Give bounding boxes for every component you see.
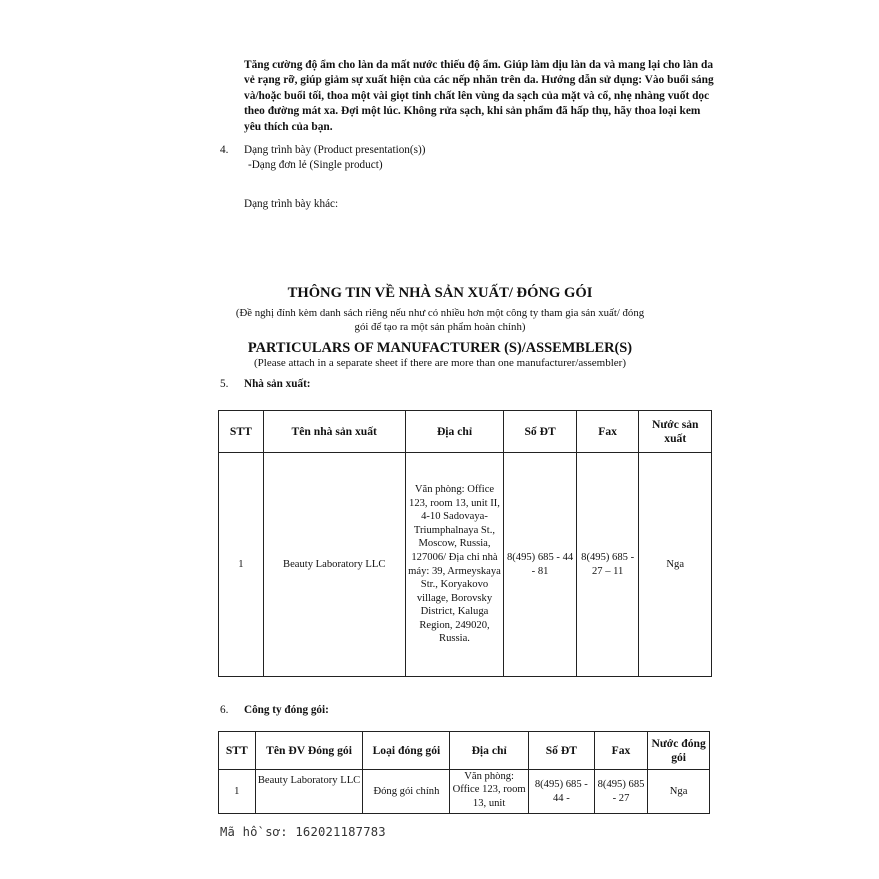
section6-title: Công ty đóng gói:: [244, 704, 329, 716]
col-header-name: Tên ĐV Đóng gói: [255, 732, 363, 770]
col-header-country: Nước sản xuất: [639, 411, 712, 453]
col-header-country: Nước đóng gói: [648, 732, 710, 770]
section4-number: 4.: [220, 144, 229, 156]
section5-title: Nhà sản xuất:: [244, 378, 311, 390]
cell-type: Đóng gói chính: [363, 770, 450, 814]
manufacturer-table: [218, 410, 712, 677]
cell-address: Văn phòng: Office 123, room 13, unit II, 4-10 Sadovaya-Triumphalnaya St., Moscow, Russia, 127006/ Địa chỉ nhà máy: 39, Armeyskaya Str., Koryakovo village, Borovsky District, Kaluga Region, 249020, Russia.: [405, 453, 504, 677]
vi-note-line2: gói để tạo ra một sản phẩm hoàn chỉnh): [354, 321, 526, 333]
vi-note-line1: (Đề nghị đính kèm danh sách riêng nếu như có nhiều hơn một công ty tham gia sản xuất/ đóng: [235, 307, 645, 319]
table-row: [219, 453, 712, 677]
cell-name: Beauty Laboratory LLC: [255, 770, 363, 814]
table-header-row: [219, 732, 710, 770]
cell-country: Nga: [648, 770, 710, 814]
cell-country: Nga: [639, 453, 712, 677]
intro-paragraph: Tăng cường độ ẩm cho làn da mất nước thiếu độ ẩm. Giúp làm dịu làn da và mang lại cho làn da vẻ rạng rỡ, giúp giảm sự xuất hiện của các nếp nhăn trên da. Hướng dẫn sử dụng: Vào buổi sáng và/hoặc buổi tối, thoa một vài giọt tinh chất lên vùng da sạch của mặt và cổ, nhẹ nhàng vuốt dọc theo đường mát xa. Đợi một lúc. Không rửa sạch, khi sản phẩm đã hấp thụ, hãy thoa loại kem yêu thích của bạn.: [244, 59, 714, 133]
col-header-name: Tên nhà sản xuất: [263, 411, 405, 453]
cell-address: Văn phòng: Office 123, room 13, unit: [450, 770, 529, 814]
cell-name: Beauty Laboratory LLC: [263, 453, 405, 677]
section4-single: -Dạng đơn lẻ (Single product): [248, 159, 383, 171]
section5-number: 5.: [220, 378, 229, 390]
cell-stt: 1: [219, 453, 264, 677]
col-header-stt: STT: [219, 411, 264, 453]
cell-phone: 8(495) 685 - 44 - 81: [504, 453, 577, 677]
en-heading: PARTICULARS OF MANUFACTURER (S)/ASSEMBLER(S): [247, 340, 633, 356]
cell-stt: 1: [219, 770, 256, 814]
col-header-address: Địa chỉ: [450, 732, 529, 770]
col-header-fax: Fax: [576, 411, 639, 453]
table-header-row: [219, 411, 712, 453]
cell-fax: 8(495) 685 - 27 – 11: [576, 453, 639, 677]
section4-other: Dạng trình bày khác:: [244, 198, 339, 210]
cell-phone: 8(495) 685 - 44 -: [528, 770, 594, 814]
col-header-type: Loại đóng gói: [363, 732, 450, 770]
file-code: Mã hồ sơ: 162021187783: [220, 825, 386, 839]
cell-fax: 8(495) 685 - 27: [594, 770, 647, 814]
en-note: (Please attach in a separate sheet if there are more than one manufacturer/assembler): [254, 357, 626, 369]
col-header-phone: Số ĐT: [528, 732, 594, 770]
section4-title: Dạng trình bày (Product presentation(s)): [244, 144, 426, 156]
table-row: [219, 770, 710, 814]
col-header-stt: STT: [219, 732, 256, 770]
col-header-phone: Số ĐT: [504, 411, 577, 453]
vi-heading: THÔNG TIN VỀ NHÀ SẢN XUẤT/ ĐÓNG GÓI: [287, 285, 593, 301]
col-header-fax: Fax: [594, 732, 647, 770]
col-header-address: Địa chỉ: [405, 411, 504, 453]
packager-table: [218, 731, 710, 814]
section6-number: 6.: [220, 704, 229, 716]
